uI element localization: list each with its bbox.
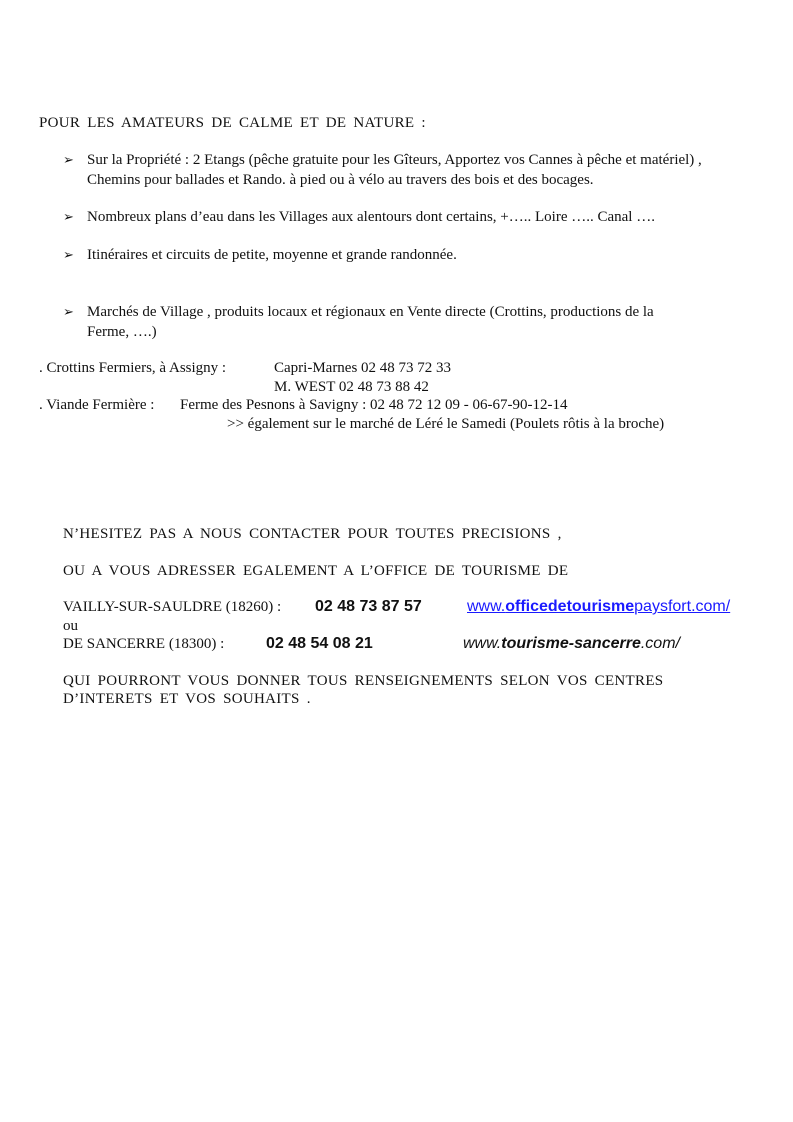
bullet-1-line-2: Chemins pour ballades et Rando. à pied ou à vélo au travers des bois et des bocages. bbox=[87, 172, 594, 188]
sancerre-label: DE SANCERRE (18300) : bbox=[63, 636, 225, 652]
section-heading: POUR LES AMATEURS DE CALME ET DE NATURE : bbox=[39, 115, 426, 131]
arrow-bullet-icon: ➢ bbox=[63, 210, 74, 225]
closing-line-2: D’INTERETS ET VOS SOUHAITS . bbox=[63, 691, 311, 707]
url-prefix: www. bbox=[467, 598, 506, 615]
viande-market-note: >> également sur le marché de Léré le Samedi (Poulets rôtis à la broche) bbox=[227, 416, 665, 432]
crottins-producer-1: Capri-Marnes 02 48 73 72 33 bbox=[274, 360, 452, 376]
vailly-phone: 02 48 73 87 57 bbox=[315, 598, 422, 615]
bullet-4-line-2: Ferme, ….) bbox=[87, 324, 157, 340]
contact-line-1: N’HESITEZ PAS A NOUS CONTACTER POUR TOUTES PRECISIONS , bbox=[63, 526, 562, 542]
sancerre-phone: 02 48 54 08 21 bbox=[266, 635, 373, 652]
bullet-4-line-1: Marchés de Village , produits locaux et régionaux en Vente directe (Crottins, productions de la bbox=[87, 304, 654, 320]
bullet-3-line-1: Itinéraires et circuits de petite, moyenne et grande randonnée. bbox=[87, 247, 457, 263]
closing-line-1: QUI POURRONT VOUS DONNER TOUS RENSEIGNEMENTS SELON VOS CENTRES bbox=[63, 673, 664, 689]
url-bold-part: tourisme-sancerre bbox=[501, 635, 641, 652]
url-suffix: paysfort.com/ bbox=[634, 598, 731, 615]
sancerre-tourism-link[interactable] bbox=[463, 635, 680, 653]
url-prefix: www. bbox=[463, 635, 502, 652]
arrow-bullet-icon: ➢ bbox=[63, 248, 74, 263]
crottins-producer-2: M. WEST 02 48 73 88 42 bbox=[274, 379, 429, 395]
arrow-bullet-icon: ➢ bbox=[63, 305, 74, 320]
bullet-2-line-1: Nombreux plans d’eau dans les Villages aux alentours dont certains, +….. Loire ….. Canal …. bbox=[87, 209, 655, 225]
crottins-label: . Crottins Fermiers, à Assigny : bbox=[39, 360, 227, 376]
viande-label: . Viande Fermière : bbox=[39, 397, 155, 413]
viande-producer: Ferme des Pesnons à Savigny : 02 48 72 12 09 - 06-67-90-12-14 bbox=[180, 397, 568, 413]
contact-line-2: OU A VOUS ADRESSER EGALEMENT A L’OFFICE DE TOURISME DE bbox=[63, 563, 569, 579]
bullet-1-line-1: Sur la Propriété : 2 Etangs (pêche gratuite pour les Gîteurs, Apportez vos Cannes à pêche et matériel) , bbox=[87, 152, 702, 168]
url-bold-part: officedetourisme bbox=[505, 598, 635, 615]
ou-text: ou bbox=[63, 618, 78, 634]
arrow-bullet-icon: ➢ bbox=[63, 153, 74, 168]
url-suffix: .com/ bbox=[640, 635, 680, 652]
vailly-tourism-link[interactable] bbox=[467, 598, 730, 616]
vailly-label: VAILLY-SUR-SAULDRE (18260) : bbox=[63, 599, 282, 615]
